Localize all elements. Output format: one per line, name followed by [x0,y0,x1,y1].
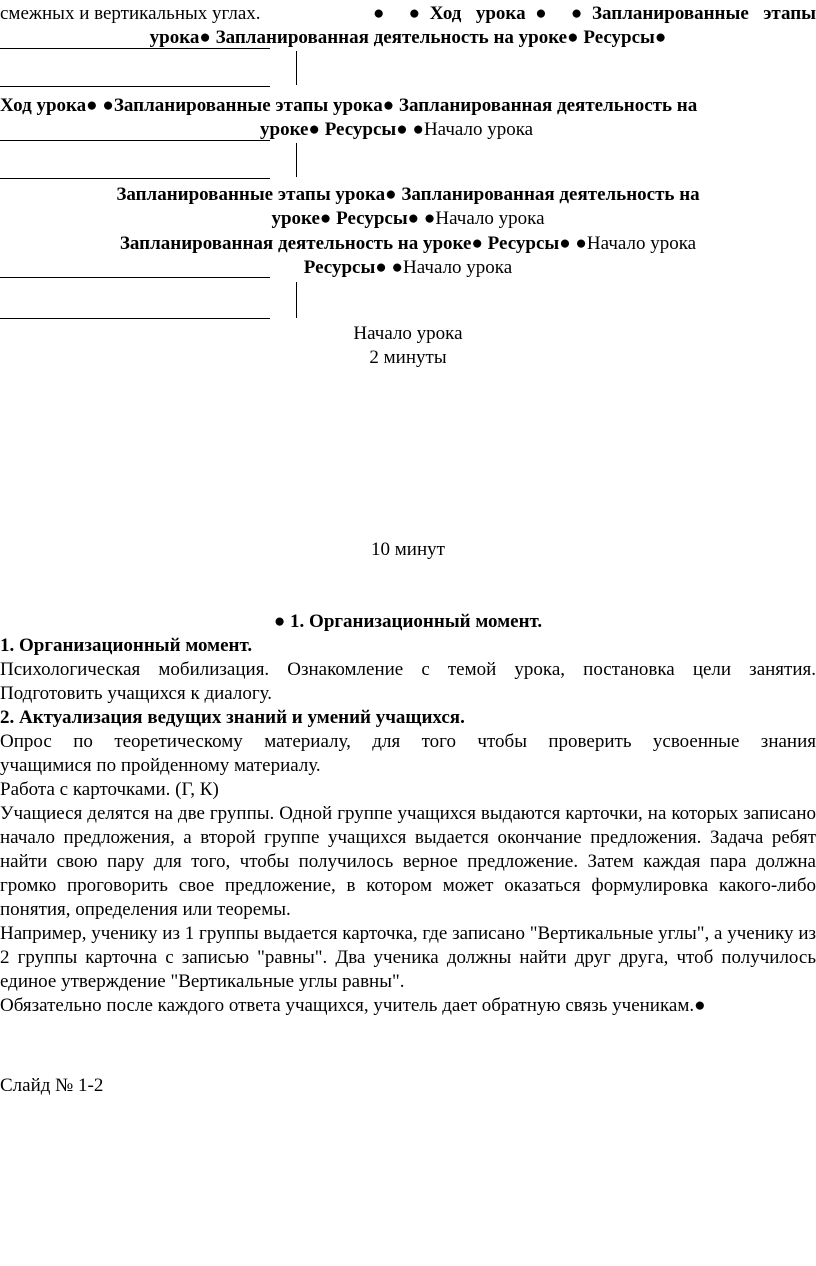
row2-line-1: Запланированные этапы урока● Запланированная деятельность на [116,184,700,205]
row2-line-3-bold: Запланированная деятельность на уроке● Ресурсы● ● [119,233,587,254]
para2-line-2: учащимися по пройденному материалу. [0,755,321,776]
para5: Например, ученику из 1 группы выдается карточка, где записано "Вертикальные углы", а ученику из 2 группы карточна с записью "равны". Два ученика должны найти друг друга, чтоб получилось единое утверждение "Вертикальные углы равны". [0,923,816,992]
table-divider [296,282,297,318]
bullet-heading: ● 1. Организационный момент. [273,611,543,632]
top-line-1-bold: ● ●Ход урока● ●Запланированные этапы [373,3,816,24]
row2-line-3 [0,232,816,256]
start-label: Начало урока [353,323,463,344]
row1-bold: уроке● Ресурсы● ● [260,119,424,140]
slide-number: Слайд № 1-2 [0,1075,104,1096]
row2-line-3-plain: Начало урока [586,233,697,254]
paragraphs [0,802,816,1018]
row2-line-2-plain: Начало урока [435,208,545,229]
para2-line-1: Опрос по теоретическому материалу, для того чтобы проверить усвоенные знания [0,731,816,752]
row1-line-2 [260,118,533,142]
table-rule [0,178,270,179]
top-line-1 [0,2,816,26]
row2-line-4 [0,256,816,280]
top-line-1-plain: смежных и вертикальных углах. [0,3,261,24]
row2-line-4-bold: Ресурсы● ● [303,257,404,278]
table-rule [0,140,270,141]
para4: Учащиеся делятся на две группы. Одной группе учащихся выдаются карточки, на которых записано начало предложения, а второй группе учащихся выдается окончание предложения. Задача ребят найти свою пару для того, чтобы получилось верное предложение. Затем каждая пара должна громко проговорить свое предложение, в котором может оказаться формулировка какого-либо понятия, определения или теоремы. [0,803,816,920]
row2-line-2 [0,207,816,231]
table-rule [0,318,270,319]
para3: Работа с карточками. (Г, К) [0,779,219,800]
table-divider [296,143,297,177]
table-rule [0,48,270,49]
row2-line-2-bold: уроке● Ресурсы● ● [271,208,436,229]
second-duration: 10 минут [371,539,445,560]
para1-line-1: Психологическая мобилизация. Ознакомление с темой урока, постановка цели занятия. [0,659,816,680]
row2-line-4-plain: Начало урока [403,257,513,278]
table-rule [0,86,270,87]
row1-line-1: Ход урока● ●Запланированные этапы урока● Запланированная деятельность на [0,95,698,116]
heading-1: 1. Организационный момент. [0,635,253,656]
row1-plain: Начало урока [423,119,534,140]
table-divider [296,51,297,85]
heading-2: 2. Актуализация ведущих знаний и умений учащихся. [0,707,465,728]
para1-line-2: Подготовить учащихся к диалогу. [0,683,273,704]
start-duration: 2 минуты [369,347,447,368]
top-line-2: урока● Запланированная деятельность на уроке● Ресурсы● [149,27,667,48]
para6: Обязательно после каждого ответа учащихся, учитель дает обратную связь ученикам.● [0,995,706,1016]
